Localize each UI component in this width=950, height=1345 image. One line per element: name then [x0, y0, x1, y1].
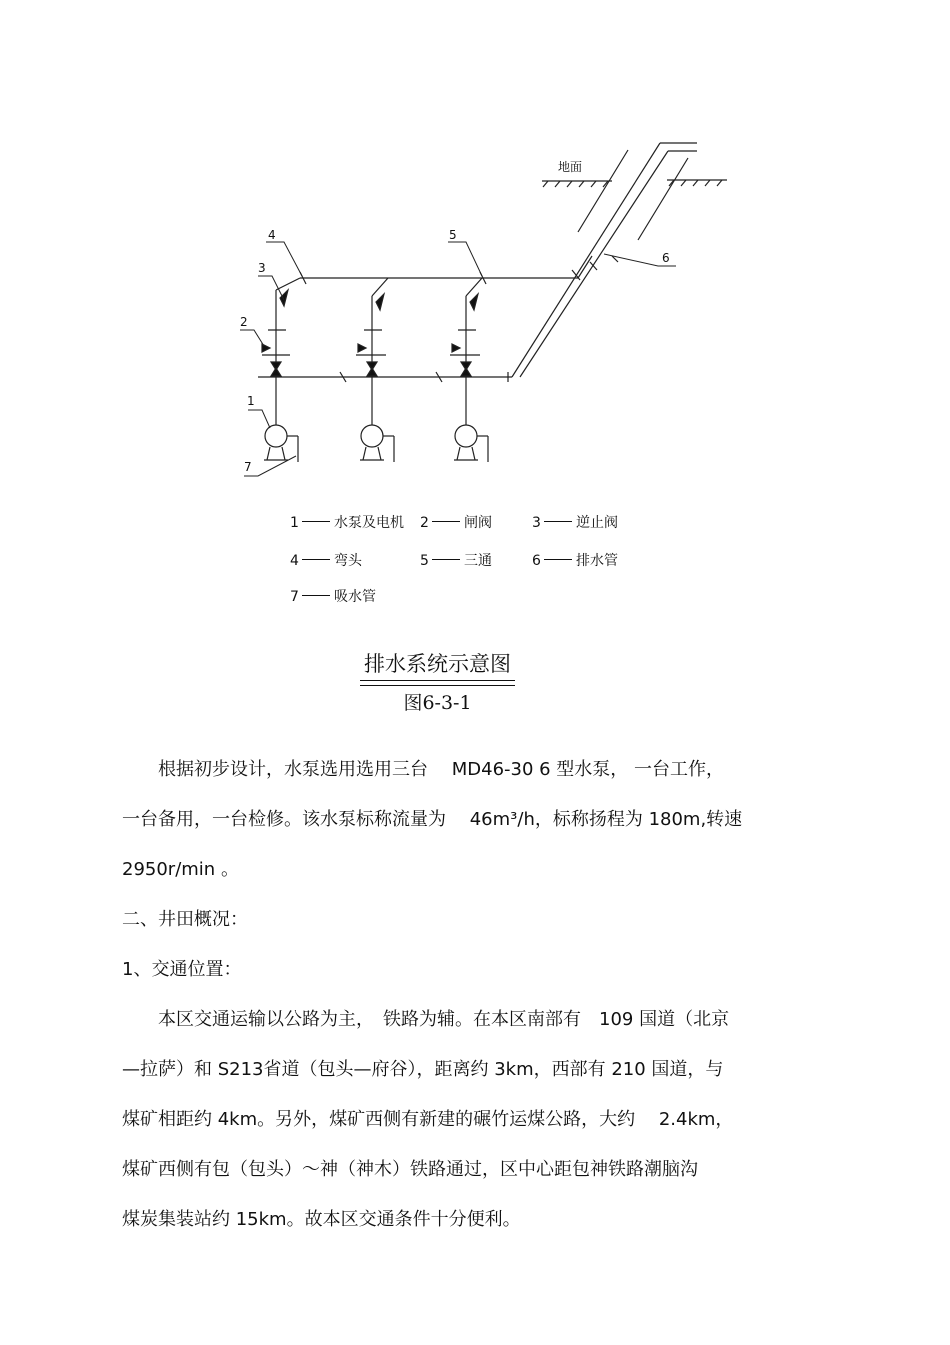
callout-leader-1: [248, 410, 270, 428]
legend-number: 4: [290, 553, 299, 569]
legend-item-1: [290, 512, 404, 532]
pump-branch-3: [450, 278, 488, 462]
legend-item-3: [532, 512, 618, 532]
callout-7: 7: [244, 460, 252, 474]
pump-3: [455, 425, 477, 447]
subsection-heading: 1、交通位置：: [122, 959, 242, 980]
legend-item-5: [420, 550, 492, 570]
legend-number: 5: [420, 553, 429, 569]
figure-number: 图6-3-1: [403, 692, 472, 714]
pump-branch-1: [262, 278, 300, 462]
legend-item-6: [532, 550, 618, 570]
drain-pipe-line-b: [520, 151, 668, 377]
shaft-wall-right: [638, 158, 688, 240]
legend-item-4: [290, 550, 362, 570]
body-line-5: —拉萨）和 S213省道（包头—府谷），距离约 3km，西部有 210 国道，与: [122, 1059, 724, 1080]
legend-text: 水泵及电机: [334, 515, 404, 531]
legend-item-2: [420, 512, 492, 532]
caption-rule: [360, 685, 515, 686]
callout-1: 1: [247, 394, 255, 408]
ground-label: 地面: [558, 160, 583, 174]
callout-leader-7: [244, 456, 296, 476]
body-line-3: 2950r/min 。: [122, 859, 239, 880]
callout-5: 5: [449, 228, 457, 242]
legend-text: 闸阀: [464, 515, 492, 531]
body-line-7: 煤矿西侧有包（包头）～神（神木）铁路通过，区中心距包神铁路潮脑沟: [122, 1159, 698, 1180]
callout-leader-2: [240, 330, 264, 346]
legend-number: 6: [532, 553, 541, 569]
figure-title: 排水系统示意图: [364, 652, 511, 676]
pump-1: [265, 425, 287, 447]
callout-leader-4: [266, 242, 302, 276]
legend-item-7: [290, 586, 376, 606]
section-heading: 二、井田概况：: [122, 909, 248, 930]
pump-branch-2: [356, 278, 394, 462]
legend-number: 2: [420, 515, 429, 531]
shaft-wall-left: [578, 150, 628, 232]
body-line-1: 根据初步设计，水泵选用选用三台 MD46-30 6 型水泵， 一台工作，: [122, 759, 725, 780]
callout-6: 6: [662, 251, 670, 265]
legend-number: 3: [532, 515, 541, 531]
callout-3: 3: [258, 261, 266, 275]
legend-number: 7: [290, 589, 299, 605]
legend-text: 逆止阀: [576, 515, 618, 531]
legend-text: 排水管: [576, 553, 618, 569]
callout-4: 4: [268, 228, 276, 242]
legend-text: 三通: [464, 553, 492, 569]
body-line-6: 煤矿相距约 4km。另外，煤矿西侧有新建的碾竹运煤公路，大约 2.4km，: [122, 1109, 734, 1130]
body-line-4: 本区交通运输以公路为主， 铁路为辅。在本区南部有 109 国道（北京: [122, 1009, 730, 1030]
legend-text: 吸水管: [334, 589, 376, 605]
drain-pipe-line-a: [512, 143, 660, 377]
callout-2: 2: [240, 315, 248, 329]
legend-text: 弯头: [334, 553, 362, 569]
caption-rule: [360, 680, 515, 681]
pump-2: [361, 425, 383, 447]
legend-number: 1: [290, 515, 299, 531]
body-line-8: 煤炭集装站约 15km。故本区交通条件十分便利。: [122, 1209, 521, 1230]
callout-leader-5: [448, 242, 482, 276]
body-line-2: 一台备用，一台检修。该水泵标称流量为 46m³/h，标称扬程为 180m,转速: [122, 809, 743, 830]
